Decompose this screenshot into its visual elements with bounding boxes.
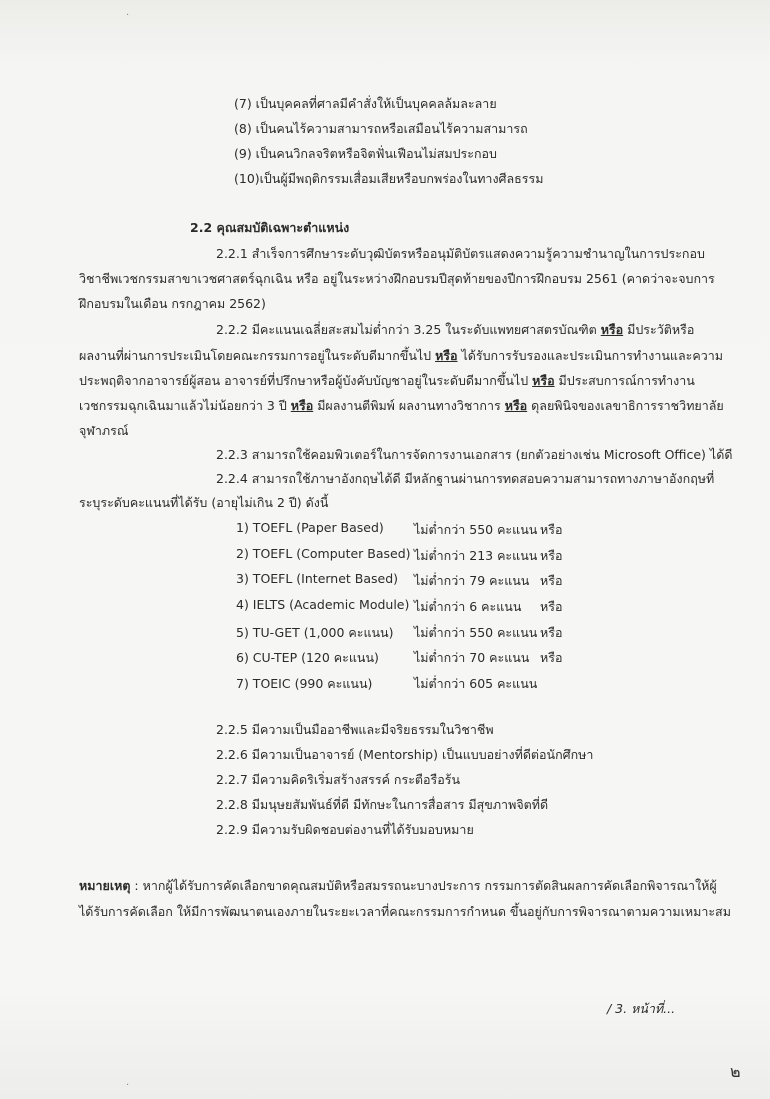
test-name: 2) TOEFL (Computer Based) xyxy=(236,545,411,561)
item-2-2-2-line-2 xyxy=(79,348,723,364)
test-row xyxy=(236,546,580,572)
item-2-2-2-line-3 xyxy=(79,373,695,389)
test-conjunction: หรือ xyxy=(540,624,563,640)
item-2-2-2-text-i: ดุลยพินิจของเลขาธิการราชวิทยาลัย xyxy=(527,398,724,413)
section-heading: 2.2 คุณสมบัติเฉพาะตำแหน่ง xyxy=(190,220,350,235)
test-score: ไม่ต่ำกว่า 213 คะแนน xyxy=(414,547,538,563)
item-2-2-1-line-1: 2.2.1 สำเร็จการศึกษาระดับวุฒิบัตรหรืออนุมัติบัตรแสดงความรู้ความชำนาญในการประกอบ xyxy=(216,246,705,261)
or-emphasis: หรือ xyxy=(532,373,555,388)
test-score: ไม่ต่ำกว่า 79 คะแนน xyxy=(414,573,530,589)
item-2-2-2-text-e: ประพฤติจากอาจารย์ผู้สอน อาจารย์ที่ปรึกษาหรือผู้บังคับบัญชาอยู่ในระดับดีมากขึ้นไป xyxy=(79,373,533,388)
test-name: 5) TU-GET (1,000 คะแนน) xyxy=(236,624,394,640)
note-text-1: : หากผู้ได้รับการคัดเลือกขาดคุณสมบัติหรือสมรรถนะบางประการ กรรมการตัดสินผลการคัดเลือกพิจารณาให้ผู้ xyxy=(130,878,717,893)
scan-speck: · xyxy=(126,10,130,21)
disqualification-item-9: (9) เป็นคนวิกลจริตหรือจิตฟั่นเฟือนไม่สมประกอบ xyxy=(234,146,497,161)
item-2-2-2-text-b: มีประวัติหรือ xyxy=(623,322,695,337)
test-conjunction: หรือ xyxy=(540,573,563,589)
test-row xyxy=(236,597,580,623)
test-conjunction: หรือ xyxy=(540,650,563,666)
test-score: ไม่ต่ำกว่า 6 คะแนน xyxy=(414,599,522,615)
or-emphasis: หรือ xyxy=(290,398,314,413)
test-row xyxy=(236,520,580,546)
test-conjunction: หรือ xyxy=(540,522,563,537)
test-name: 6) CU-TEP (120 คะแนน) xyxy=(236,650,379,666)
test-score: ไม่ต่ำกว่า 550 คะแนน xyxy=(414,522,538,537)
item-2-2-2-text-h: มีผลงานตีพิมพ์ ผลงานทางวิชาการ xyxy=(313,398,505,413)
test-name: 3) TOEFL (Internet Based) xyxy=(236,571,399,587)
test-row xyxy=(236,571,580,597)
english-test-table xyxy=(236,520,580,700)
item-2-2-9: 2.2.9 มีความรับผิดชอบต่องานที่ได้รับมอบหมาย xyxy=(216,822,474,837)
test-name: 1) TOEFL (Paper Based) xyxy=(236,520,384,535)
or-emphasis: หรือ xyxy=(435,348,458,363)
test-score: ไม่ต่ำกว่า 605 คะแนน xyxy=(414,676,538,692)
item-2-2-5: 2.2.5 มีความเป็นมืออาชีพและมีจริยธรรมในวิชาชีพ xyxy=(216,722,494,737)
test-row xyxy=(236,648,580,674)
item-2-2-2-text-d: ได้รับการรับรองและประเมินการทำงานและความ xyxy=(457,348,723,363)
note-line-1 xyxy=(79,878,717,894)
item-2-2-3: 2.2.3 สามารถใช้คอมพิวเตอร์ในการจัดการงานเอกสาร (ยกตัวอย่างเช่น Microsoft Office) ได้ดี xyxy=(216,447,733,462)
test-row xyxy=(236,623,580,649)
item-2-2-2-text-f: มีประสบการณ์การทำงาน xyxy=(554,373,695,388)
test-conjunction: หรือ xyxy=(540,547,563,563)
test-score: ไม่ต่ำกว่า 70 คะแนน xyxy=(414,650,530,666)
disqualification-item-7: (7) เป็นบุคคลที่ศาลมีคำสั่งให้เป็นบุคคลล้มละลาย xyxy=(234,96,497,111)
item-2-2-2-line-4 xyxy=(79,398,724,414)
page-number-mark: ๒ xyxy=(730,1062,741,1081)
item-2-2-4-line-1: 2.2.4 สามารถใช้ภาษาอังกฤษได้ดี มีหลักฐานผ่านการทดสอบความสามารถทางภาษาอังกฤษที่ xyxy=(216,471,715,486)
item-2-2-6: 2.2.6 มีความเป็นอาจารย์ (Mentorship) เป็นแบบอย่างที่ดีต่อนักศึกษา xyxy=(216,747,594,762)
test-name: 4) IELTS (Academic Module) xyxy=(236,597,410,613)
or-emphasis: หรือ xyxy=(600,322,624,337)
test-score: ไม่ต่ำกว่า 550 คะแนน xyxy=(414,624,538,640)
note-line-2: ได้รับการคัดเลือก ให้มีการพัฒนาตนเองภายในระยะเวลาที่คณะกรรมการกำหนด ขึ้นอยู่กับการพิจารณาตามความเหมาะสม xyxy=(79,904,731,919)
item-2-2-2-line-1 xyxy=(216,322,694,338)
continued-marker: / 3. หน้าที่... xyxy=(607,1001,676,1016)
test-conjunction xyxy=(540,674,580,700)
item-2-2-2-line-5: จุฬาภรณ์ xyxy=(79,423,129,438)
or-emphasis: หรือ xyxy=(504,398,528,413)
test-name: 7) TOEIC (990 คะแนน) xyxy=(236,676,373,692)
item-2-2-8: 2.2.8 มีมนุษยสัมพันธ์ที่ดี มีทักษะในการสื่อสาร มีสุขภาพจิตที่ดี xyxy=(216,797,549,812)
item-2-2-4-line-2: ระบุระดับคะแนนที่ได้รับ (อายุไม่เกิน 2 ปี) ดังนี้ xyxy=(79,495,329,510)
item-2-2-2-text-c: ผลงานที่ผ่านการประเมินโดยคณะกรรมการอยู่ในระดับดีมากขึ้นไป xyxy=(79,348,436,363)
test-conjunction: หรือ xyxy=(540,599,563,615)
test-row xyxy=(236,674,580,700)
item-2-2-7: 2.2.7 มีความคิดริเริ่มสร้างสรรค์ กระตือรือร้น xyxy=(216,772,461,787)
note-label: หมายเหตุ xyxy=(79,878,131,893)
item-2-2-1-line-2: วิชาชีพเวชกรรมสาขาเวชศาสตร์ฉุกเฉิน หรือ อยู่ในระหว่างฝึกอบรมปีสุดท้ายของปีการฝึกอบรม 2561 (คาดว่าจะจบการ xyxy=(79,271,715,286)
scan-speck: · xyxy=(126,1080,130,1091)
item-2-2-1-line-3: ฝึกอบรมในเดือน กรกฎาคม 2562) xyxy=(79,296,266,311)
item-2-2-2-text-g: เวชกรรมฉุกเฉินมาแล้วไม่น้อยกว่า 3 ปี xyxy=(79,398,291,413)
disqualification-item-10: (10)เป็นผู้มีพฤติกรรมเสื่อมเสียหรือบกพร่องในทางศีลธรรม xyxy=(234,171,544,186)
item-2-2-2-text-a: 2.2.2 มีคะแนนเฉลี่ยสะสมไม่ต่ำกว่า 3.25 ในระดับแพทยศาสตรบัณฑิต xyxy=(216,322,601,337)
disqualification-item-8: (8) เป็นคนไร้ความสามารถหรือเสมือนไร้ความสามารถ xyxy=(234,121,528,136)
